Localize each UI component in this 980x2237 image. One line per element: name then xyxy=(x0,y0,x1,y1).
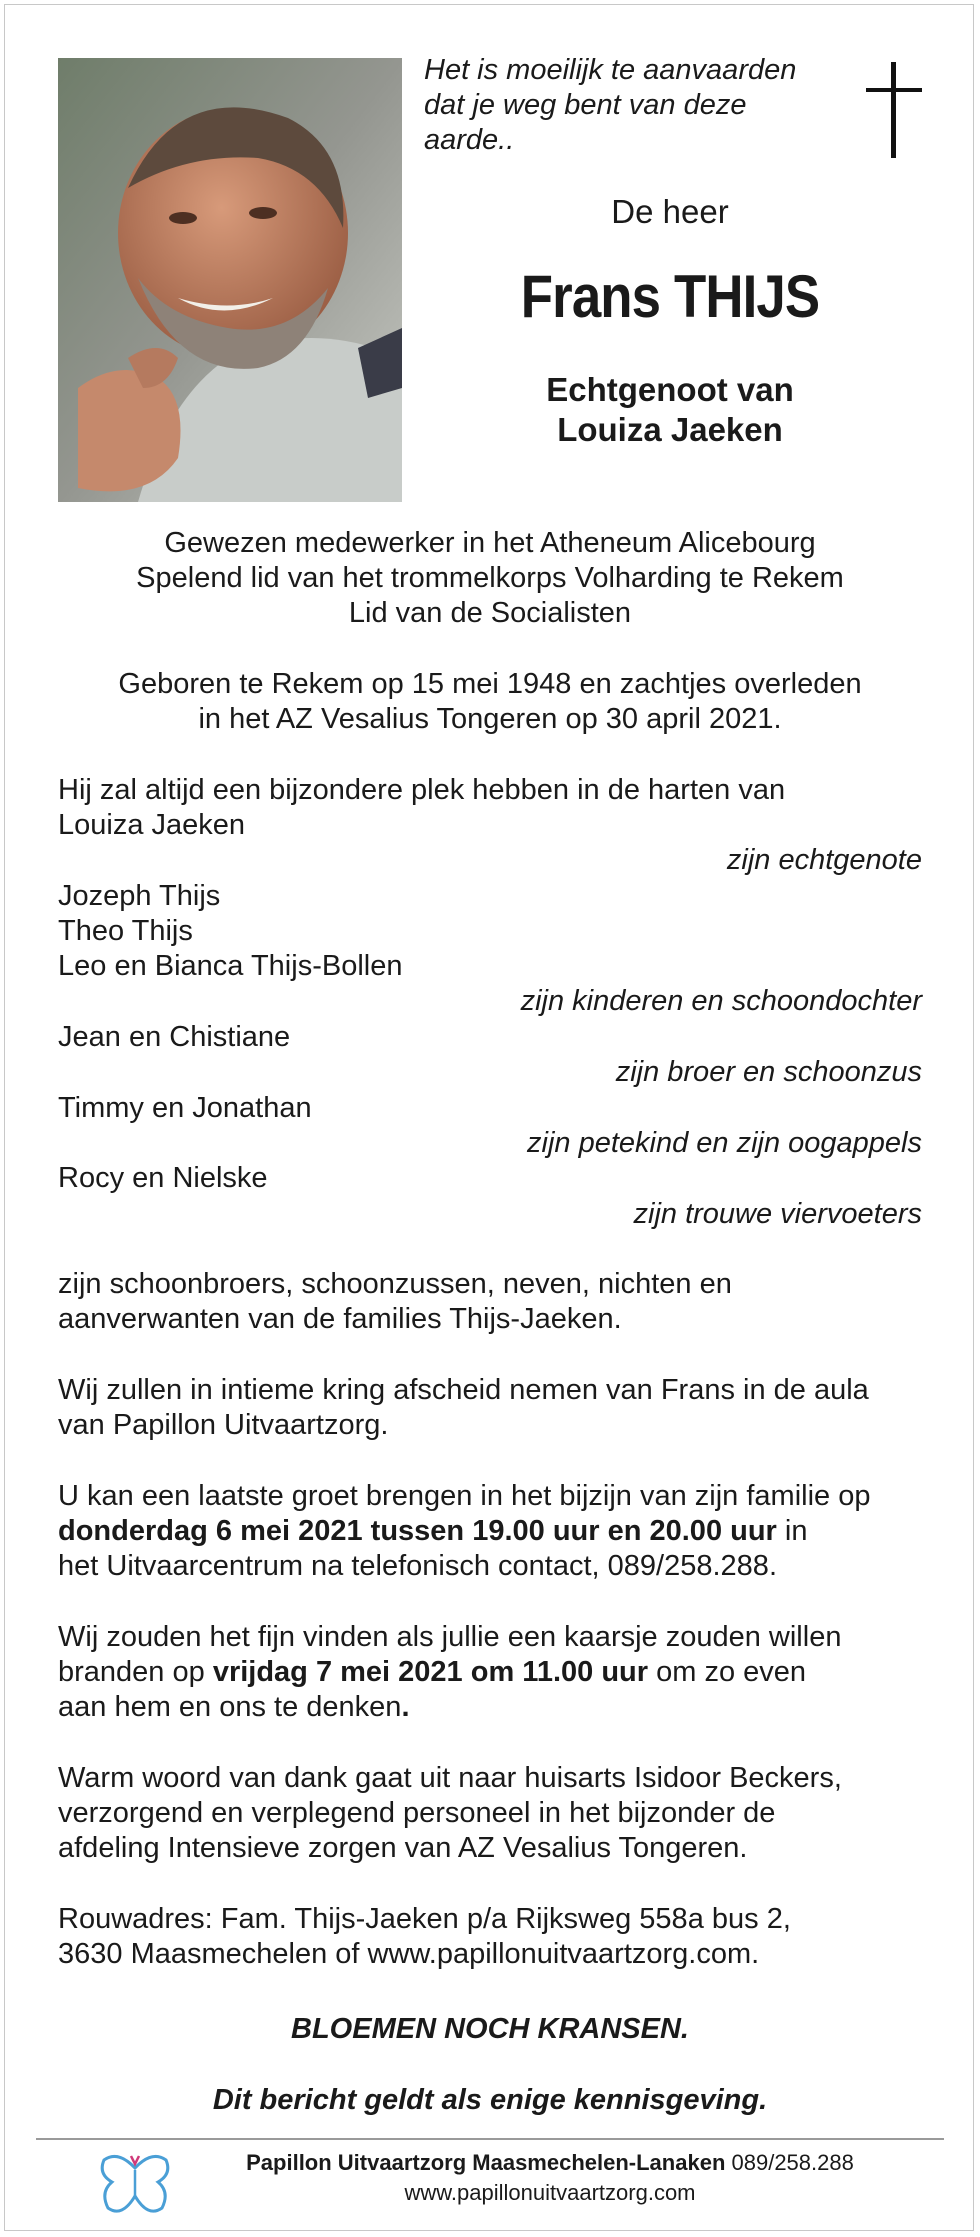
footer-website[interactable]: www.papillonuitvaartzorg.com xyxy=(404,2180,696,2205)
thanks-line: verzorgend en verplegend personeel in het bijzonder de xyxy=(58,1797,776,1829)
birth-line: Geboren te Rekem op 15 mei 1948 en zachtjes overleden xyxy=(118,668,862,700)
extended-line: zijn schoonbroers, schoonzussen, neven, nichten en xyxy=(58,1268,732,1300)
farewell-line: van Papillon Uitvaartzorg. xyxy=(58,1409,389,1441)
extended-line: aanverwanten van de families Thijs-Jaeken. xyxy=(58,1303,622,1335)
child-name: Jozeph Thijs xyxy=(58,880,221,912)
family-intro: Hij zal altijd een bijzondere plek hebben in de harten van xyxy=(58,774,786,806)
spouse-info xyxy=(470,370,870,450)
thanks-line: Warm woord van dank gaat uit naar huisarts Isidoor Beckers, xyxy=(58,1762,842,1794)
farewell-line: Wij zullen in intieme kring afscheid nemen van Frans in de aula xyxy=(58,1374,869,1406)
candle-before: branden op xyxy=(58,1656,213,1688)
sibling-name: Jean en Chistiane xyxy=(58,1021,291,1053)
visit-line: U kan een laatste groet brengen in het bijzijn van zijn familie op xyxy=(58,1480,871,1512)
footer-phone: 089/258.288 xyxy=(725,2150,854,2175)
deceased-name: Frans THIJS xyxy=(520,263,820,330)
footer-company: Papillon Uitvaartzorg Maasmechelen-Lanaken xyxy=(246,2150,726,2175)
quote-line: Het is moeilijk te aanvaarden xyxy=(424,54,797,86)
candle-line: Wij zouden het fijn vinden als jullie een kaarsje zouden willen xyxy=(58,1621,842,1653)
candle-date: vrijdag 7 mei 2021 om 11.00 uur xyxy=(212,1656,649,1688)
child-name: Theo Thijs xyxy=(58,915,193,947)
visit-date: donderdag 6 mei 2021 tussen 19.00 uur en 20.00 uur xyxy=(58,1515,777,1547)
child-name: Leo en Bianca Thijs-Bollen xyxy=(58,950,403,982)
role-line: Lid van de Socialisten xyxy=(348,597,632,629)
footer-company-line xyxy=(190,2150,910,2176)
no-flowers-notice: BLOEMEN NOCH KRANSEN. xyxy=(291,2013,689,2045)
sole-notice: Dit bericht geldt als enige kennisgeving. xyxy=(212,2084,768,2116)
opening-quote xyxy=(424,53,834,158)
quote-line: dat je weg bent van deze xyxy=(424,89,747,121)
birth-death-block xyxy=(58,667,922,737)
address-line: 3630 Maasmechelen of www.papillonuitvaartzorg.com. xyxy=(58,1938,760,1970)
godchild-role: zijn petekind en zijn oogappels xyxy=(527,1127,922,1159)
spouse-name: Louiza Jaeken xyxy=(58,809,246,841)
extended-family xyxy=(58,1267,938,1337)
spouse-role: zijn echtgenote xyxy=(726,844,922,876)
address-paragraph xyxy=(58,1902,938,1972)
birth-line: in het AZ Vesalius Tongeren op 30 april 2021. xyxy=(198,703,782,735)
candle-period: . xyxy=(401,1691,410,1723)
sibling-role: zijn broer en schoonzus xyxy=(615,1056,922,1088)
visit-paragraph xyxy=(58,1479,938,1584)
quote-line: aarde.. xyxy=(424,124,515,156)
spouse-line: Louiza Jaeken xyxy=(557,411,783,448)
children-role: zijn kinderen en schoondochter xyxy=(520,985,922,1017)
pets-role: zijn trouwe viervoeters xyxy=(633,1198,922,1230)
godchild-name: Timmy en Jonathan xyxy=(58,1092,312,1124)
butterfly-icon xyxy=(98,2148,172,2218)
spouse-line: Echtgenoot van xyxy=(546,371,794,408)
portrait-photo xyxy=(58,58,402,502)
candle-line xyxy=(58,1690,938,1725)
visit-after: in xyxy=(776,1515,808,1547)
role-line: Spelend lid van het trommelkorps Volharding te Rekem xyxy=(136,562,844,594)
roles-block xyxy=(58,526,922,631)
visit-line xyxy=(58,1514,938,1549)
visit-line: het Uitvaarcentrum na telefonisch contact, 089/258.288. xyxy=(58,1550,777,1582)
thanks-paragraph xyxy=(58,1761,938,1866)
thanks-line: afdeling Intensieve zorgen van AZ Vesalius Tongeren. xyxy=(58,1832,748,1864)
address-line: Rouwadres: Fam. Thijs-Jaeken p/a Rijksweg 558a bus 2, xyxy=(58,1903,791,1935)
candle-after: om zo even xyxy=(648,1656,807,1688)
cross-icon xyxy=(866,62,922,158)
candle-paragraph xyxy=(58,1620,938,1725)
salutation: De heer xyxy=(611,193,729,230)
pets-name: Rocy en Nielske xyxy=(58,1162,268,1194)
footer-divider xyxy=(36,2138,944,2140)
farewell-paragraph xyxy=(58,1373,938,1443)
role-line: Gewezen medewerker in het Atheneum Alicebourg xyxy=(164,527,816,559)
candle-text: aan hem en ons te denken xyxy=(58,1691,402,1723)
candle-line xyxy=(58,1655,938,1690)
